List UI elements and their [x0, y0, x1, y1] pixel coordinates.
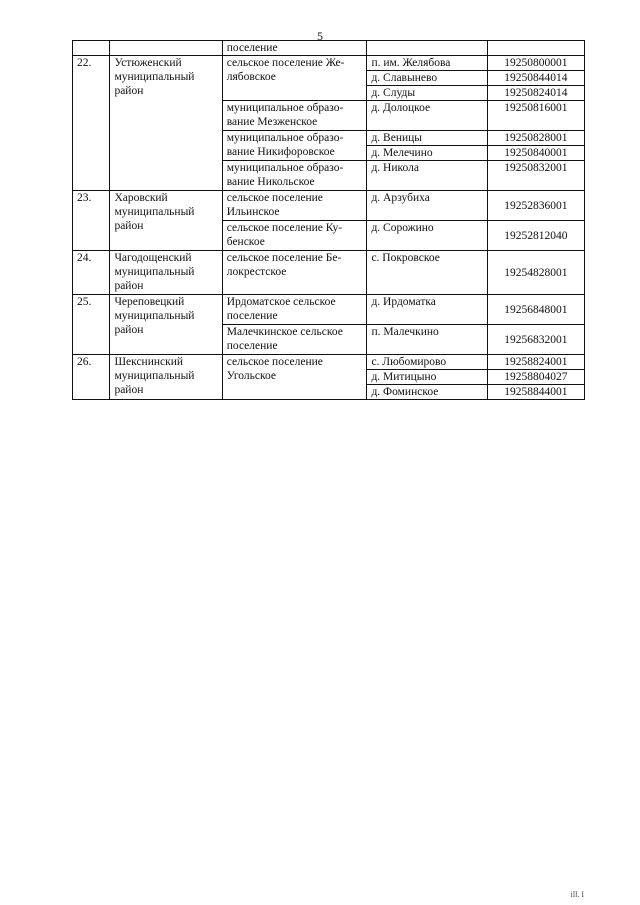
code-cell: 19252836001 [487, 191, 584, 221]
settlement-cell: муниципальное образо-вание Мезженское [222, 101, 367, 131]
row-number-cell: 25. [73, 295, 110, 355]
district-cell: Шекснинский муниципальный район [110, 355, 222, 400]
locality-cell: д. Долоцкое [367, 101, 487, 131]
settlement-cell: сельское поселение Бе-локрестское [222, 251, 367, 295]
table-row [73, 295, 585, 325]
row-number-cell: 26. [73, 355, 110, 400]
page-number: 5 [317, 29, 323, 43]
locality-cell [367, 41, 487, 56]
settlement-cell: сельское поселение Же-лябовское [222, 56, 367, 101]
locality-cell: д. Митицыно [367, 370, 487, 385]
row-number-cell [73, 41, 110, 56]
row-number-cell: 22. [73, 56, 110, 191]
settlement-cell: Малечкинское сельское поселение [222, 325, 367, 355]
settlements-table [72, 40, 585, 400]
locality-cell: д. Мелечино [367, 146, 487, 161]
code-cell: 19256848001 [487, 295, 584, 325]
locality-cell: п. Малечкино [367, 325, 487, 355]
settlement-cell: сельское поселение Угольское [222, 355, 367, 400]
row-number-cell: 23. [73, 191, 110, 251]
table-row [73, 56, 585, 71]
table-row [73, 251, 585, 295]
code-cell: 19250800001 [487, 56, 584, 71]
settlement-cell: сельское поселение Ильинское [222, 191, 367, 221]
code-cell: 19250828001 [487, 131, 584, 146]
code-cell [487, 41, 584, 56]
locality-cell: п. им. Желябова [367, 56, 487, 71]
district-cell: Харовский муниципальный район [110, 191, 222, 251]
code-cell: 19250816001 [487, 101, 584, 131]
code-cell: 19250832001 [487, 161, 584, 191]
code-cell: 19258824001 [487, 355, 584, 370]
district-cell: Чагодощенский муниципальный район [110, 251, 222, 295]
settlement-cell: Ирдоматское сельское поселение [222, 295, 367, 325]
district-cell [110, 41, 222, 56]
row-number-cell: 24. [73, 251, 110, 295]
district-cell: Устюженский муниципальный район [110, 56, 222, 191]
table-row [73, 355, 585, 370]
code-cell: 19258804027 [487, 370, 584, 385]
code-cell: 19258844001 [487, 385, 584, 400]
locality-cell: с. Любомирово [367, 355, 487, 370]
settlement-cell: поселение [222, 41, 367, 56]
locality-cell: д. Ирдоматка [367, 295, 487, 325]
code-cell: 19256832001 [487, 325, 584, 355]
table-row [73, 41, 585, 56]
settlement-cell: муниципальное образо-вание Никифоровское [222, 131, 367, 161]
table-row [73, 191, 585, 221]
footer-mark: ill. I [570, 890, 584, 899]
code-cell: 19250844014 [487, 71, 584, 86]
code-cell: 19252812040 [487, 221, 584, 251]
code-cell: 19254828001 [487, 251, 584, 295]
settlement-cell: сельское поселение Ку-бенское [222, 221, 367, 251]
locality-cell: д. Веницы [367, 131, 487, 146]
district-cell: Череповецкий муниципальный район [110, 295, 222, 355]
code-cell: 19250824014 [487, 86, 584, 101]
settlement-cell: муниципальное образо-вание Никольское [222, 161, 367, 191]
code-cell: 19250840001 [487, 146, 584, 161]
locality-cell: д. Славынево [367, 71, 487, 86]
locality-cell: д. Фоминское [367, 385, 487, 400]
locality-cell: д. Арзубиха [367, 191, 487, 221]
locality-cell: с. Покровское [367, 251, 487, 295]
locality-cell: д. Сорожино [367, 221, 487, 251]
locality-cell: д. Никола [367, 161, 487, 191]
locality-cell: д. Слуды [367, 86, 487, 101]
